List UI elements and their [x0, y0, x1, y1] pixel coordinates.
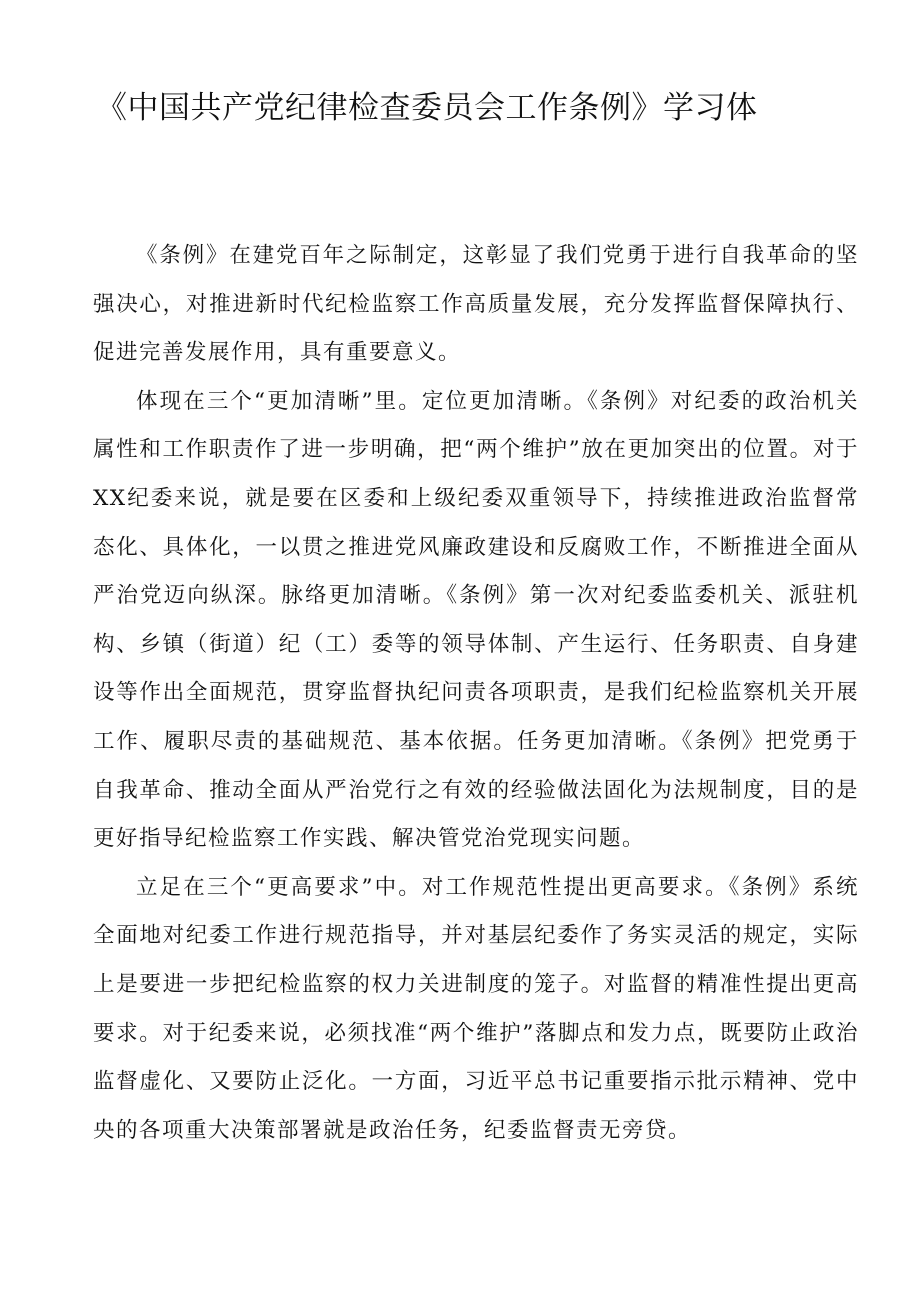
- paragraph-intro: 《条例》在建党百年之际制定，这彰显了我们党勇于进行自我革命的坚强决心，对推进新时代纪检监察工作高质量发展，充分发挥监督保障执行、促进完善发展作用，具有重要意义。: [93, 243, 859, 366]
- paragraph-three-clearer: 体现在三个“更加清晰”里。定位更加清晰。《条例》对纪委的政治机关属性和工作职责作了进一步明确，把“两个维护”放在更加突出的位置。对于XX纪委来说，就是要在区委和上级纪委双重领导下，持续推进政治监督常态化、具体化，一以贯之推进党风廉政建设和反腐败工作，不断推进全面从严治党迈向纵深。脉络更加清晰。《条例》第一次对纪委监委机关、派驻机构、乡镇（街道）纪（工）委等的领导体制、产生运行、任务职责、自身建设等作出全面规范，贯穿监督执纪问责各项职责，是我们纪检监察机关开展工作、履职尽责的基础规范、基本依据。任务更加清晰。《条例》把党勇于自我革命、推动全面从严治党行之有效的经验做法固化为法规制度，目的是更好指导纪检监察工作实践、解决管党治党现实问题。: [93, 388, 859, 852]
- paragraph-three-higher-requirements: 立足在三个“更高要求”中。对工作规范性提出更高要求。《条例》系统全面地对纪委工作进行规范指导，并对基层纪委作了务实灵活的规定，实际上是要进一步把纪检监察的权力关进制度的笼子。对监督的精准性提出更高要求。对于纪委来说，必须找准“两个维护”落脚点和发力点，既要防止政治监督虚化、又要防止泛化。一方面，习近平总书记重要指示批示精神、党中央的各项重大决策部署就是政治任务，纪委监督责无旁贷。: [93, 874, 859, 1143]
- document-body: [93, 232, 859, 1155]
- document-title: 《中国共产党纪律检查委员会工作条例》学习体: [96, 90, 758, 126]
